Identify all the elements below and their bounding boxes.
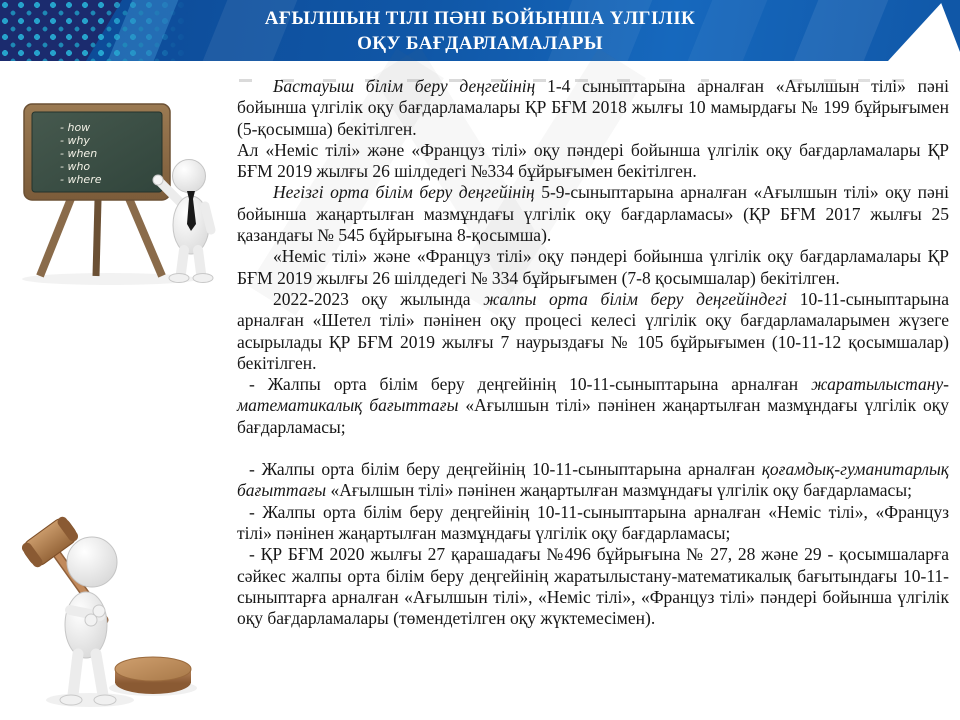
text-run: - ҚР БҒМ 2020 жылғы 27 қарашадағы №496 бұйрығына № 27, 28 және 29 - қосымшаларға сәйкес жалпы орта білім беру деңгейінің жаратылыстану-математикалық бағытындағы 10-11-сыныптарға арналған «Ағылшын тілі», «Неміс тілі», «Француз тілі» пәндері бойынша үлгілік оқу бағдарламалары (төмендетілген оқу жүктемесімен). — [237, 544, 949, 629]
teacher-blackboard-image — [10, 78, 225, 286]
paragraph — [237, 544, 949, 629]
text-run: 1-4 сыныптарына арналған «Ағылшын тілі» пәні бойынша үлгілік оқу бағдарламалары ҚР БҒМ 2018 жылғы 10 мамырдағы № 199 бұйрығымен (5-қосымша) бекітілген. — [237, 76, 950, 139]
italic-text-run: Бастауыш білім беру деңгейінің — [273, 76, 536, 96]
board-word: - why — [60, 134, 90, 147]
text-run: - Жалпы орта білім беру деңгейінің 10-11-сыныптарына арналған — [249, 374, 812, 395]
board-word: - where — [60, 173, 102, 186]
paragraph — [237, 246, 949, 289]
easel-leg — [96, 200, 98, 276]
text-run: - Жалпы орта білім беру деңгейінің 10-11-сыныптарына арналған «Неміс тілі», «Француз тілі» пәнінен жаңартылған мазмұндағы үлгілік оқу бағдарламасы; — [237, 501, 949, 543]
italic-text-run: қоғамдық-гуманитарлық бағыттағы — [237, 459, 949, 501]
italic-text-run: жалпы орта білім беру деңгейіндегі — [483, 288, 788, 309]
slide-title-line1: АҒЫЛШЫН ТІЛІ ПӘНІ БОЙЫНША ҮЛГІЛІК — [264, 8, 696, 29]
gavel-figure-image — [12, 490, 207, 715]
paragraph — [237, 502, 949, 545]
italic-text-run: жаратылыстану-математикалық бағыттағы — [237, 374, 949, 416]
easel-leg — [128, 196, 162, 276]
easel-leg — [40, 196, 72, 276]
paragraph — [237, 140, 949, 183]
slide-title-line2: ОҚУ БАҒДАРЛАМАЛАРЫ — [357, 33, 603, 54]
paragraph — [237, 182, 949, 246]
shadow — [46, 693, 134, 707]
gavel-figure — [20, 515, 117, 705]
teacher-figure — [153, 160, 213, 283]
board-word: - when — [60, 147, 98, 160]
document-text — [237, 76, 949, 629]
paragraph — [237, 374, 949, 438]
text-run: 2022-2023 оқу жылында — [273, 288, 484, 309]
text-run: - Жалпы орта білім беру деңгейінің 10-11-сыныптарына арналған — [249, 459, 762, 480]
sound-block — [115, 657, 191, 694]
text-run: 5-9-сыныптарына арналған «Ағылшын тілі» оқу пәні бойынша жаңартылған мазмұндағы үлгілік оқу бағдарламасы» (ҚР БҒМ 2017 жылғы 25 қазандағы № 545 бұйрығына 8-қосымша). — [237, 182, 949, 246]
board-word: - who — [60, 160, 91, 173]
board-word: - how — [60, 121, 91, 134]
slide-title — [0, 0, 960, 56]
header-banner — [0, 0, 960, 61]
paragraph — [237, 76, 949, 140]
text-run: «Ағылшын тілі» пәнінен жаңартылған мазмұндағы үлгілік оқу бағдарламасы; — [237, 395, 949, 437]
paragraph — [237, 459, 949, 502]
text-run: «Ағылшын тілі» пәнінен жаңартылған мазмұндағы үлгілік оқу бағдарламасы; — [326, 480, 912, 501]
italic-text-run: Негізгі орта білім беру деңгейінің — [273, 182, 535, 203]
paragraph — [237, 289, 949, 374]
text-run: 10-11-сыныптарына арналған «Шетел тілі» пәнінен оқу процесі келесі үлгілік оқу бағдарламаларымен жүзеге асырылады ҚР БҒМ 2019 жылғы 7 наурыздағы № 105 бұйрығымен (10-11-12 қосымшалар) бекітілген. — [237, 288, 949, 373]
text-run: «Неміс тілі» және «Француз тілі» оқу пәндері бойынша үлгілік оқу бағдарламалары ҚР БҒМ 2019 жылғы 26 шілдедегі № 334 бұйрығымен (7-8 қосымшалар) бекітілген. — [237, 246, 949, 288]
text-run: Ал «Неміс тілі» және «Француз тілі» оқу пәндері бойынша үлгілік оқу бағдарламалары ҚР БҒМ 2019 жылғы 26 шілдедегі №334 бұйрығымен бекітілген. — [237, 139, 949, 182]
